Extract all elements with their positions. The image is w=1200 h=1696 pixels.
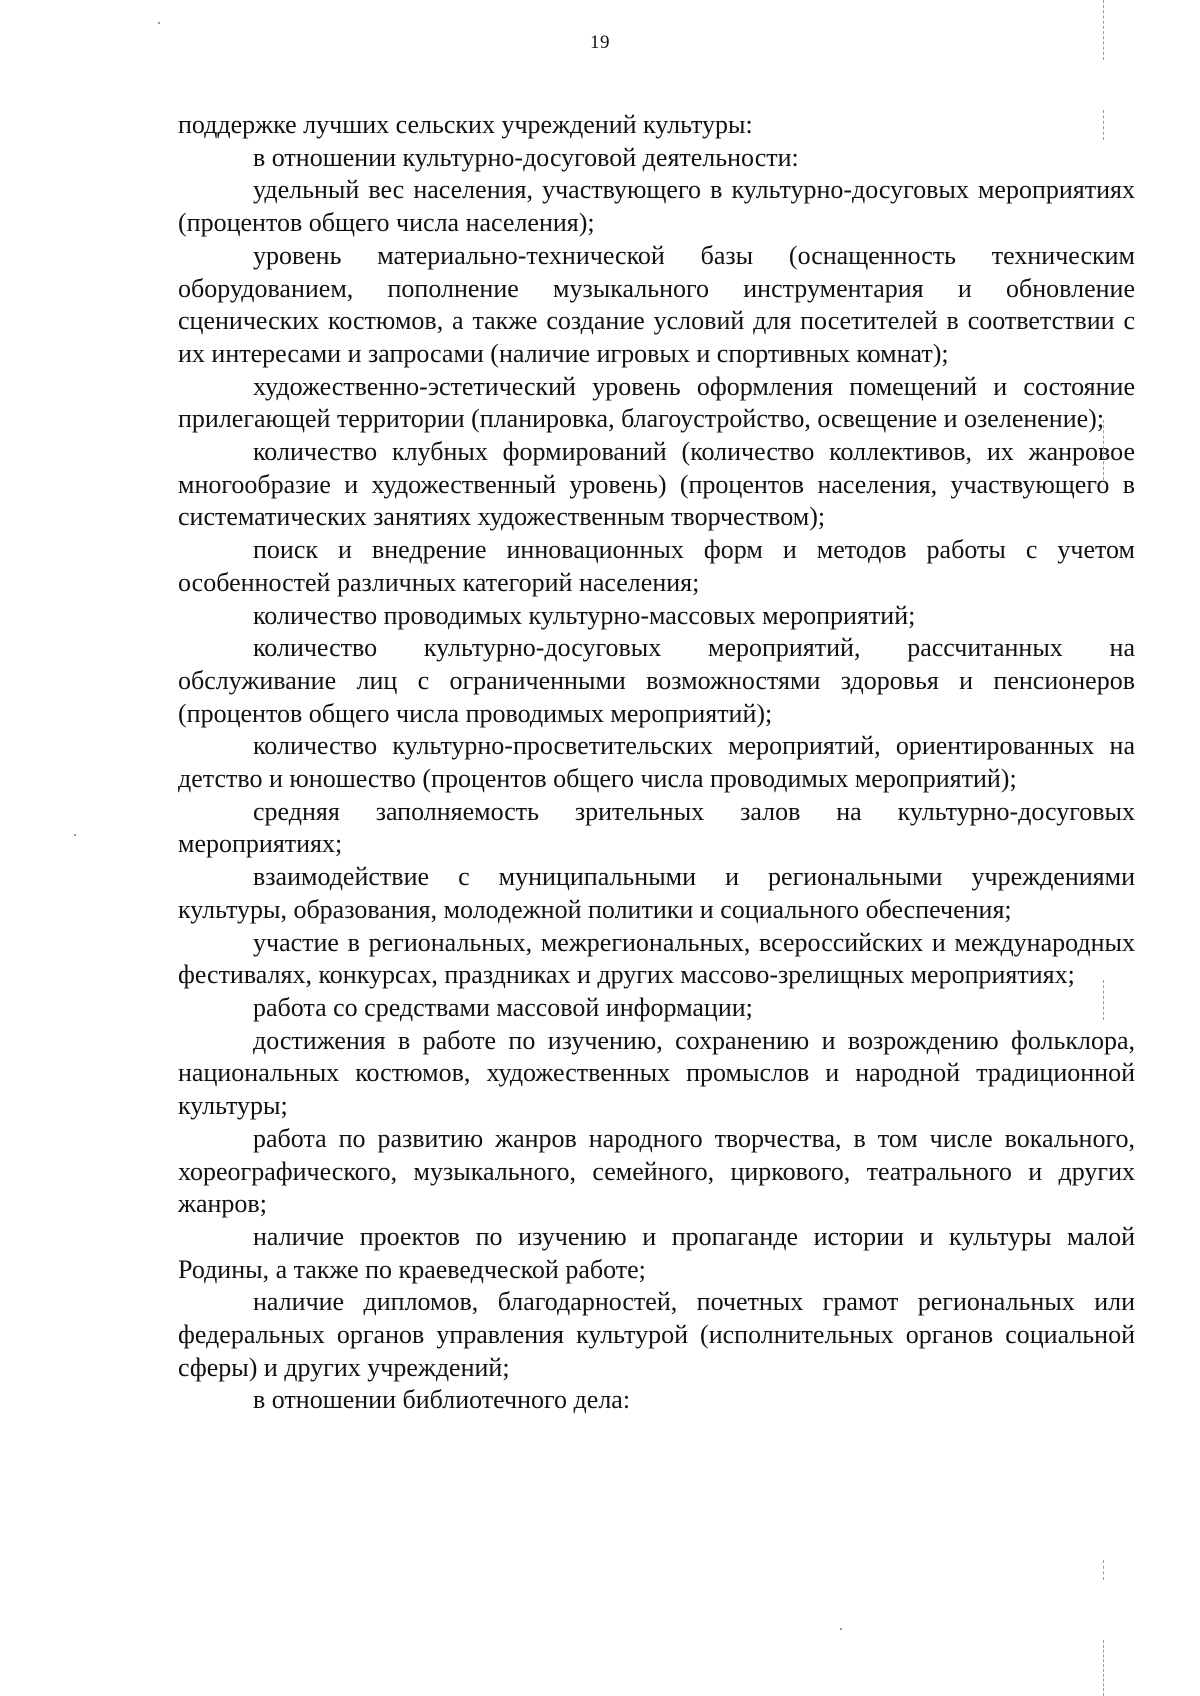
- document-body: [178, 109, 1135, 1417]
- scan-edge-mark: [1103, 110, 1104, 140]
- paragraph: количество культурно-просветительских мероприятий, ориентированных на детство и юношество (процентов общего числа проводимых мероприятий);: [178, 731, 1135, 794]
- page-number: 19: [590, 32, 610, 53]
- paragraph: художественно-эстетический уровень оформления помещений и состояние прилегающей территории (планировка, благоустройство, освещение и озеленение);: [178, 371, 1135, 434]
- paragraph: поиск и внедрение инновационных форм и методов работы с учетом особенностей различных категорий населения;: [178, 535, 1135, 597]
- paragraph: поддержке лучших сельских учреждений культуры:: [178, 110, 753, 139]
- paragraph: работа по развитию жанров народного творчества, в том числе вокального, хореографического, музыкального, семейного, циркового, театрального и других жанров;: [178, 1123, 1135, 1219]
- scan-speck: [158, 22, 160, 24]
- scan-speck: [74, 834, 76, 836]
- paragraph: количество клубных формирований (количество коллективов, их жанровое многообразие и художественный уровень) (процентов населения, участвующего в систематических занятиях художественным творчеством);: [178, 437, 1135, 532]
- scan-speck: [840, 1628, 842, 1630]
- scan-edge-mark: [1103, 420, 1104, 480]
- paragraph: количество проводимых культурно-массовых мероприятий;: [253, 600, 916, 630]
- paragraph: наличие проектов по изучению и пропаганде истории и культуры малой Родины, а также по краеведческой работе;: [178, 1221, 1135, 1284]
- paragraph: средняя заполняемость зрительных залов на культурно-досуговых мероприятиях;: [178, 796, 1135, 859]
- paragraph: наличие дипломов, благодарностей, почетных грамот региональных или федеральных органов управления культурой (исполнительных органов социальной сферы) и других учреждений;: [178, 1287, 1135, 1382]
- paragraph: работа со средствами массовой информации;: [253, 992, 753, 1022]
- scan-edge-mark: [1103, 980, 1104, 1020]
- scan-edge-mark: [1103, 1640, 1104, 1696]
- paragraph: уровень материально-технической базы (оснащенность техническим оборудованием, пополнение музыкального инструментария и обновление сценических костюмов, а также создание условий для посетителей в соответствии с их интересами и запросами (наличие игровых и спортивных комнат);: [178, 240, 1135, 368]
- paragraph: участие в региональных, межрегиональных, всероссийских и международных фестивалях, конкурсах, праздниках и других массово-зрелищных мероприятиях;: [178, 927, 1135, 990]
- paragraph: достижения в работе по изучению, сохранению и возрождению фольклора, национальных костюмов, художественных промыслов и народной традиционной культуры;: [178, 1025, 1135, 1121]
- paragraph: количество культурно-досуговых мероприятий, рассчитанных на обслуживание лиц с ограниченными возможностями здоровья и пенсионеров (процентов общего числа проводимых мероприятий);: [178, 633, 1135, 728]
- scan-edge-mark: [1103, 1560, 1104, 1580]
- paragraph: в отношении библиотечного дела:: [253, 1385, 631, 1415]
- paragraph: удельный вес населения, участвующего в культурно-досуговых мероприятиях (процентов общего числа населения);: [178, 175, 1135, 238]
- scan-edge-mark: [1103, 0, 1104, 60]
- paragraph: взаимодействие с муниципальными и региональными учреждениями культуры, образования, молодежной политики и социального обеспечения;: [178, 862, 1135, 924]
- paragraph: в отношении культурно-досуговой деятельности:: [253, 142, 799, 172]
